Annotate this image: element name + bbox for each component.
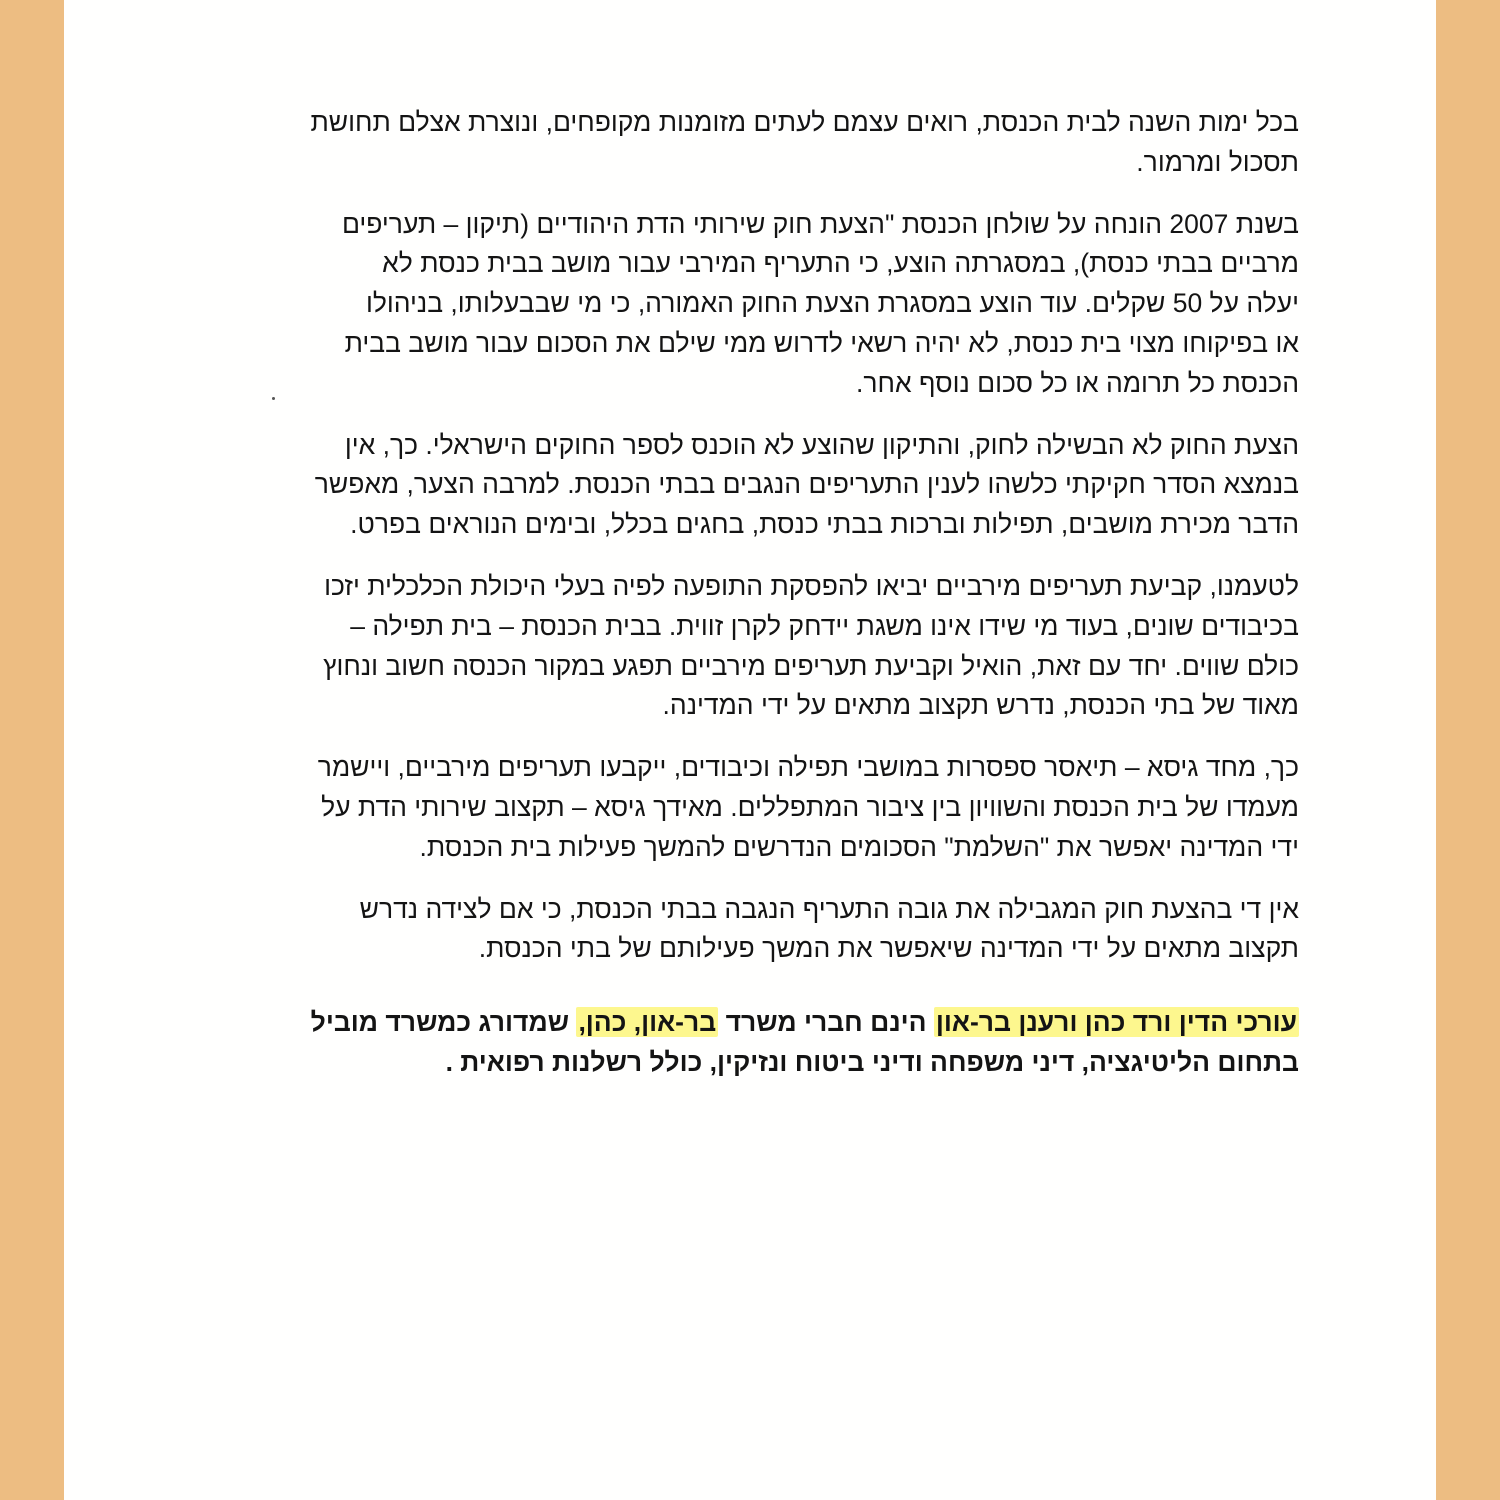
paragraph-line: אין די בהצעת חוק המגבילה את גובה התעריף הנגבה בבתי הכנסת, כי אם לצידה נדרש xyxy=(359,893,1299,924)
paragraphs xyxy=(204,103,1299,969)
closing-line-1 xyxy=(204,1003,1299,1043)
document-body xyxy=(204,103,1299,1105)
right-border xyxy=(1436,0,1500,1500)
paragraph-line: בנמצא הסדר חקיקתי כלשהו לענין התעריפים הנגבים בבתי הכנסת. למרבה הצער, מאפשר xyxy=(314,469,1299,500)
paragraph-line: הכנסת כל תרומה או כל סכום נוסף אחר. xyxy=(855,367,1299,398)
paragraph-line: יעלה על 50 שקלים. עוד הוצע במסגרת הצעת החוק האמורה, כי מי שבבעלותו, בניהולו xyxy=(365,288,1299,319)
paragraph-1 xyxy=(204,103,1299,183)
paragraph-line: מעמדו של בית הכנסת והשוויון בין ציבור המתפללים. מאידך גיסא – תקצוב שירותי הדת על xyxy=(321,791,1299,822)
paragraph-line: הדבר מכירת מושבים, תפילות וברכות בבתי כנסת, בחגים בכלל, ובימים הנוראים בפרט. xyxy=(350,509,1299,540)
highlight-firm-name: בר-און, כהן, xyxy=(578,1007,717,1038)
paragraph-line: לטעמנו, קביעת תעריפים מירביים יביאו להפסקת התופעה לפיה בעלי היכולת הכלכלית יזכו xyxy=(324,570,1299,601)
paragraph-line: הצעת החוק לא הבשילה לחוק, והתיקון שהוצע לא הוכנס לספר החוקים הישראלי. כך, אין xyxy=(344,429,1299,460)
paragraph-line: ידי המדינה יאפשר את "השלמת" הסכומים הנדרשים להמשך פעילות בית הכנסת. xyxy=(419,831,1299,862)
closing-end-text: שמדורג כמשרד מוביל xyxy=(310,1007,577,1038)
paragraph-line: בכיבודים שונים, בעוד מי שידו אינו משגת יידחק לקרן זווית. בבית הכנסת – בית תפילה – xyxy=(350,610,1299,641)
highlight-lawyer-names: עורכי הדין ורד כהן ורענן בר-און xyxy=(935,1007,1297,1038)
left-border xyxy=(0,0,64,1500)
paragraph-line: כך, מחד גיסא – תיאסר ספסרות במושבי תפילה וכיבודים, ייקבעו תעריפים מירביים, ויישמר xyxy=(317,752,1299,783)
paragraph-4 xyxy=(204,567,1299,726)
paragraph-line: תסכול ומרמור. xyxy=(1136,146,1299,177)
paragraph-line: או בפיקוחו מצוי בית כנסת, לא יהיה רשאי לדרוש ממי שילם את הסכום עבור מושב בבית xyxy=(344,327,1299,358)
paragraph-line: מרביים בבתי כנסת), במסגרתה הוצע, כי התעריף המירבי עבור מושב בבית כנסת לא xyxy=(382,248,1299,279)
paragraph-3 xyxy=(204,426,1299,545)
paragraph-5 xyxy=(204,748,1299,867)
closing-line-2: בתחום הליטיגציה, דיני משפחה ודיני ביטוח ונזיקין, כולל רשלנות רפואית . xyxy=(445,1046,1299,1077)
closing-middle-text: הינם חברי משרד xyxy=(718,1007,934,1038)
document-page xyxy=(64,0,1436,1500)
paragraph-line: כולם שווים. יחד עם זאת, הואיל וקביעת תעריפים מירביים תפגע במקור הכנסה חשוב ונחוץ xyxy=(323,650,1299,681)
paragraph-line: בשנת 2007 הונחה על שולחן הכנסת "הצעת חוק שירותי הדת היהודיים (תיקון – תעריפים xyxy=(341,208,1299,239)
paragraph-line: בכל ימות השנה לבית הכנסת, רואים עצמם לעתים מזומנות מקופחים, ונוצרת אצלם תחושת xyxy=(310,107,1299,137)
paragraph-6 xyxy=(204,890,1299,970)
paragraph-line: מאוד של בתי הכנסת, נדרש תקצוב מתאים על ידי המדינה. xyxy=(662,690,1299,721)
paragraph-line: תקצוב מתאים על ידי המדינה שיאפשר את המשך פעילותם של בתי הכנסת. xyxy=(478,933,1299,964)
closing-paragraph xyxy=(204,1003,1299,1083)
paragraph-2 xyxy=(204,205,1299,404)
